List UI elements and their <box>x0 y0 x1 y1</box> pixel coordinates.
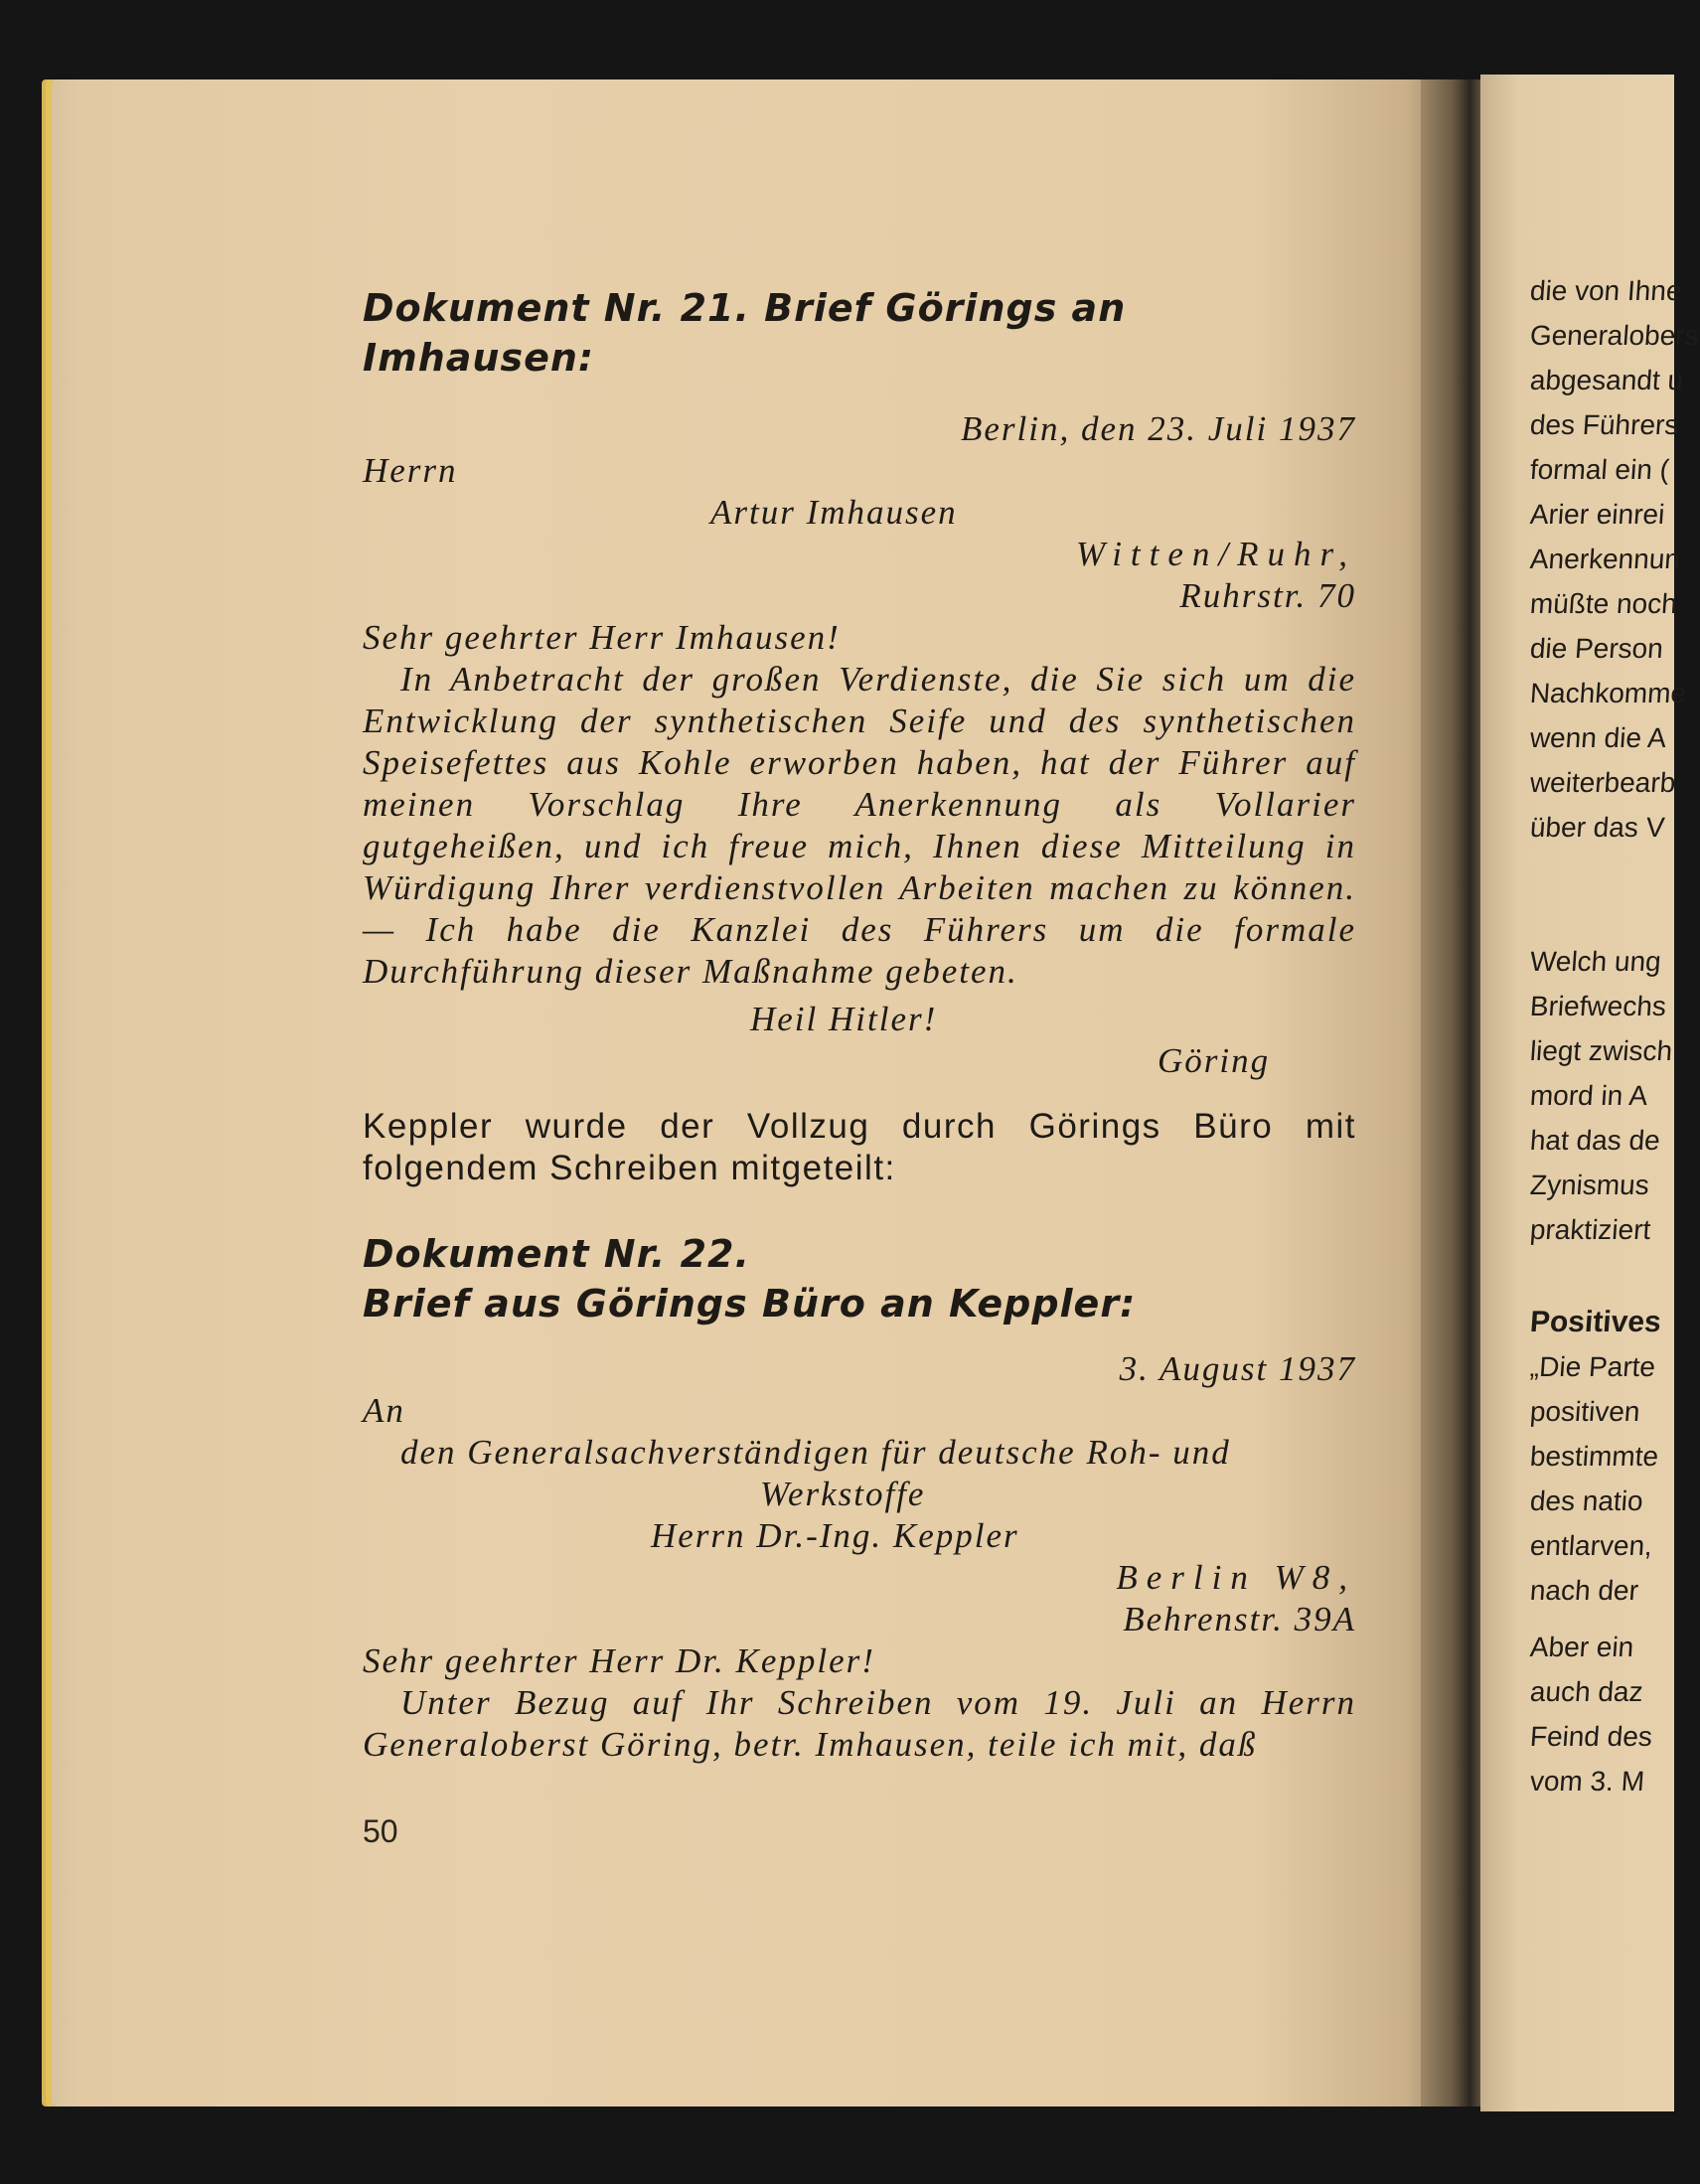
right-page-line: Aber ein <box>1528 1632 1635 1662</box>
right-page-content <box>1528 268 1700 1803</box>
doc21-street: Ruhrstr. 70 <box>1179 576 1356 615</box>
doc21-city: Witten/Ruhr, <box>1075 535 1356 573</box>
right-page-line: des Führers <box>1528 409 1680 440</box>
doc21-closing: Heil Hitler! <box>750 1000 938 1038</box>
right-page-line: die Person <box>1528 633 1664 664</box>
doc22-recipient-line1: den Generalsachverständigen für deutsche Roh- und <box>400 1433 1231 1472</box>
right-page-line: Anerkennun <box>1528 544 1682 574</box>
right-page-block-d <box>1530 1625 1674 1803</box>
right-page-line: die von Ihne <box>1528 275 1683 306</box>
doc22-heading-line2: Brief aus Görings Büro an Keppler: <box>363 1282 1137 1326</box>
doc21-heading: Dokument Nr. 21. Brief Görings an Imhausen: <box>363 286 1127 380</box>
right-page-line: positiven <box>1528 1396 1641 1427</box>
left-page-content <box>363 283 1356 1766</box>
doc21-greeting: Sehr geehrter Herr Imhausen! <box>363 618 841 657</box>
right-page-heading: Positives <box>1528 1306 1662 1338</box>
doc21-body: In Anbetracht der großen Verdienste, die Sie sich um die Entwicklung der synthetischen Seife und des synthetischen Speisefettes aus Kohle erworben haben, hat der Führer auf meinen Vorschlag Ihre Anerkennung als Vollarier gutgeheißen, und ich freue mich, Ihnen diese Mitteilung in Würdigung Ihrer verdienstvollen Arbeiten machen zu können. — Ich habe die Kanzlei des Führers um die formale Durchführung dieser Maßnahme gebeten. <box>363 660 1356 991</box>
doc22-recipient-name: Herrn Dr.-Ing. Keppler <box>651 1516 1019 1555</box>
right-page-line: abgesandt u <box>1528 365 1685 395</box>
right-page-line: mord in A <box>1528 1080 1649 1111</box>
doc21-herr: Herrn <box>363 451 458 490</box>
right-page-block-c <box>1530 1344 1674 1613</box>
right-page-line: Nachkomme <box>1528 678 1688 708</box>
right-page-line: des natio <box>1528 1485 1644 1516</box>
doc22-city: Berlin W8, <box>1116 1558 1356 1597</box>
right-page-line: formal ein ( <box>1528 454 1671 485</box>
doc22-street: Behrenstr. 39A <box>1123 1600 1356 1638</box>
doc22-to: An <box>363 1391 405 1430</box>
doc21-signature: Göring <box>1158 1041 1271 1080</box>
doc21-recipient-name: Artur Imhausen <box>710 493 958 532</box>
right-page-line: Welch ung <box>1528 946 1662 977</box>
right-page-line: weiterbearb <box>1528 767 1677 798</box>
right-page-line: vom 3. M <box>1528 1766 1646 1796</box>
right-page-line: hat das de <box>1528 1125 1661 1156</box>
right-page-line: müßte noch <box>1528 588 1678 619</box>
doc22-greeting: Sehr geehrter Herr Dr. Keppler! <box>363 1641 875 1680</box>
right-page-line: bestimmte <box>1528 1441 1660 1472</box>
right-page-line: wenn die A <box>1528 722 1668 753</box>
right-page-block-b <box>1530 939 1674 1252</box>
doc22-recipient-line2: Werkstoffe <box>760 1475 926 1513</box>
right-page-line: Generalobers <box>1528 320 1700 351</box>
doc22-date: 3. August 1937 <box>1119 1349 1356 1388</box>
right-page-line: entlarven, <box>1528 1530 1654 1561</box>
right-page-block-a <box>1528 268 1700 850</box>
page-number: 50 <box>363 1813 398 1849</box>
doc22-body: Unter Bezug auf Ihr Schreiben vom 19. Juli an Herrn Generaloberst Göring, betr. Imhausen, teile ich mit, daß <box>363 1683 1356 1764</box>
right-page-line: Feind des <box>1528 1721 1654 1752</box>
right-page-line: „Die Parte <box>1528 1351 1657 1382</box>
doc22-heading-line1: Dokument Nr. 22. <box>363 1232 750 1276</box>
right-page-line: über das V <box>1528 812 1666 843</box>
right-page-line: liegt zwisch <box>1528 1035 1674 1066</box>
right-page-line: auch daz <box>1528 1676 1644 1707</box>
right-page-line: Zynismus <box>1528 1170 1650 1200</box>
right-page-line: Arier einrei <box>1528 499 1666 530</box>
right-page-line: nach der <box>1528 1575 1640 1606</box>
right-page-line: Briefwechs <box>1528 991 1668 1021</box>
right-page-line: praktiziert <box>1528 1214 1652 1245</box>
doc21-date: Berlin, den 23. Juli 1937 <box>960 409 1356 448</box>
transition-paragraph: Keppler wurde der Vollzug durch Görings Büro mit folgendem Schreiben mitgeteilt: <box>363 1107 1356 1187</box>
